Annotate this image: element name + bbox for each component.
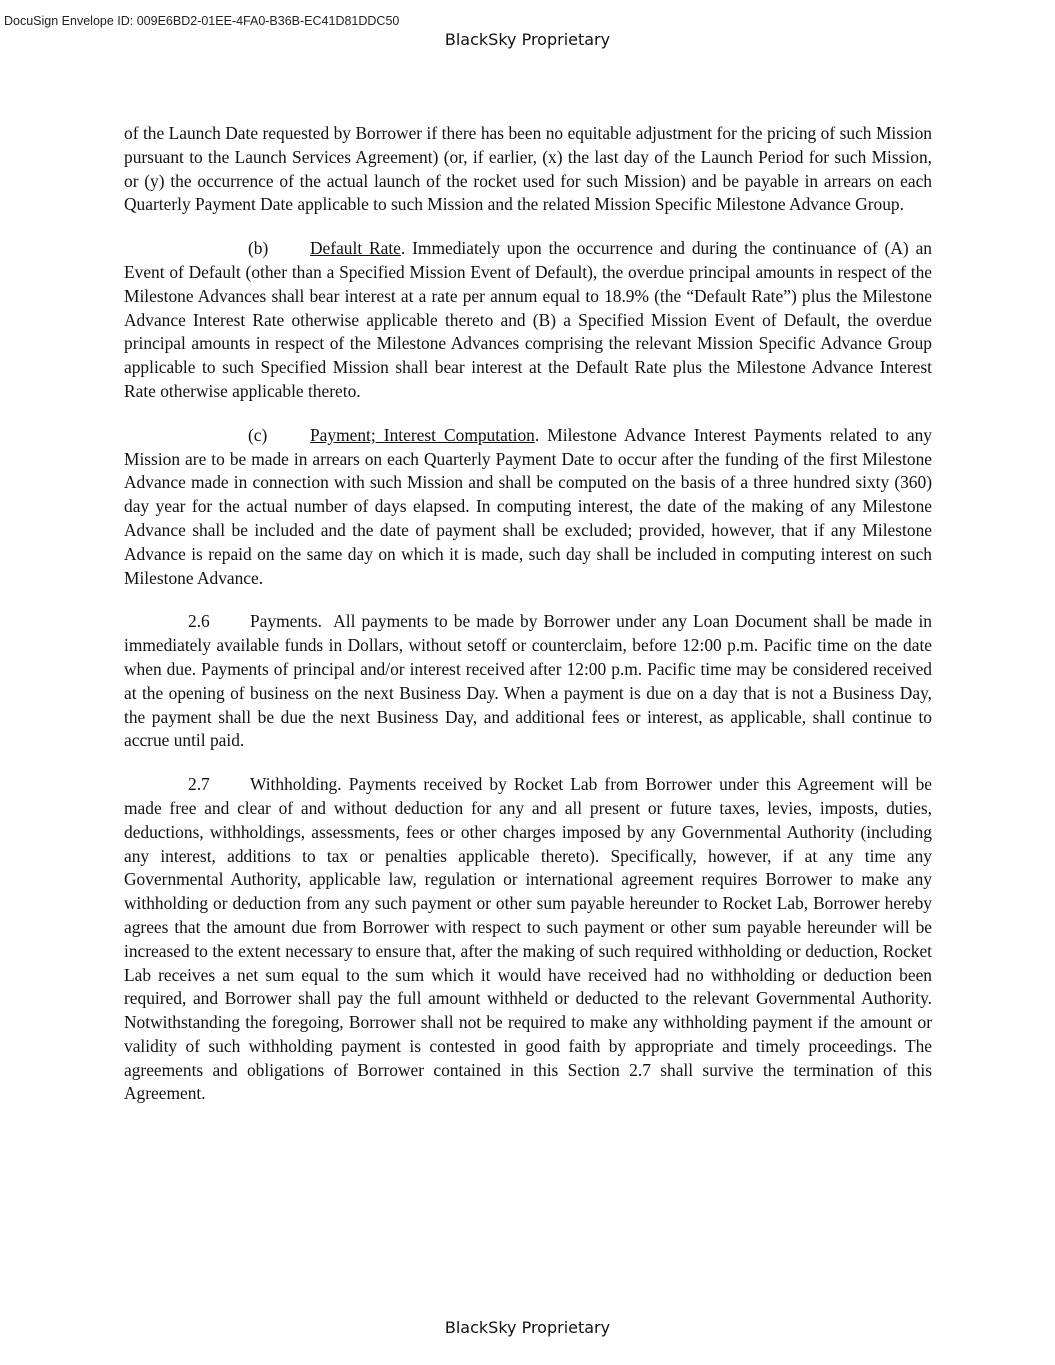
section-title: Withholding. xyxy=(250,774,342,795)
section-number: 2.6 xyxy=(188,611,210,632)
clause-title: Payment; Interest Computation xyxy=(310,424,535,445)
paragraph-b-default-rate xyxy=(124,237,932,404)
section-text: All payments to be made by Borrower under any Loan Document shall be made in immediately available funds in Dollars, without setoff or counterclaim, before 12:00 p.m. Pacific time on the date when due. Payments of principal and/or interest received after 12:00 p.m. Pacific time may be considered received at the opening of business on the next Business Day. When a payment is due on a day that is not a Business Day, the payment shall be due the next Business Day, and additional fees or interest, as applicable, shall continue to accrue until paid. xyxy=(124,611,932,751)
paragraph-c-payment-interest xyxy=(124,424,932,591)
section-2-7-withholding xyxy=(124,773,932,1106)
section-number: 2.7 xyxy=(188,774,210,795)
page-header: BlackSky Proprietary xyxy=(444,30,611,49)
clause-text: . Milestone Advance Interest Payments related to any Mission are to be made in arrears on each Quarterly Payment Date to occur after the funding of the first Milestone Advance made in connection with such Mission and shall be computed on the basis of a three hundred sixty (360) day year for the actual number of days elapsed. In computing interest, the date of the making of any Milestone Advance shall be included and the date of payment shall be excluded; provided, however, that if any Milestone Advance is repaid on the same day on which it is made, such day shall be included in computing interest on such Milestone Advance. xyxy=(124,424,932,588)
document-body xyxy=(124,122,932,1126)
docusign-envelope-id: DocuSign Envelope ID: 009E6BD2-01EE-4FA0-B36B-EC41D81DDC50 xyxy=(4,14,400,28)
clause-text: . Immediately upon the occurrence and during the continuance of (A) an Event of Default (other than a Specified Mission Event of Default), the overdue principal amounts in respect of the Milestone Advances shall bear interest at a rate per annum equal to 18.9% (the “Default Rate”) plus the Milestone Advance Interest Rate otherwise applicable thereto and (B) a Specified Mission Event of Default, the overdue principal amounts in respect of the Milestone Advances comprising the relevant Mission Specific Advance Group applicable to such Specified Mission shall bear interest at the Default Rate plus the Milestone Advance Interest Rate otherwise applicable thereto. xyxy=(124,238,932,401)
page-footer: BlackSky Proprietary xyxy=(444,1318,611,1337)
section-title: Payments. xyxy=(250,611,322,632)
clause-label: (c) xyxy=(248,424,268,445)
section-text: Payments received by Rocket Lab from Borrower under this Agreement will be made free and clear of and without deduction for any and all present or future taxes, levies, imposts, duties, deductions, withholdings, assessments, fees or other charges imposed by any Governmental Authority (including any interest, additions to tax or penalties applicable thereto). Specifically, however, if at any time any Governmental Authority, applicable law, regulation or international agreement requires Borrower to make any withholding or deduction from any such payment or other sum payable hereunder to Rocket Lab, Borrower hereby agrees that the amount due from Borrower with respect to such payment or other sum payable hereunder will be increased to the extent necessary to ensure that, after the making of such required withholding or deduction, Rocket Lab receives a net sum equal to the sum which it would have received had no withholding or deduction been required, and Borrower shall pay the full amount withheld or deducted to the relevant Governmental Authority. Notwithstanding the foregoing, Borrower shall not be required to make any withholding payment if the amount or validity of such withholding payment is contested in good faith by appropriate and timely proceedings. The agreements and obligations of Borrower contained in this Section 2.7 shall survive the termination of this Agreement. xyxy=(124,774,932,1104)
clause-title: Default Rate xyxy=(310,238,401,259)
section-2-6-payments xyxy=(124,610,932,753)
clause-label: (b) xyxy=(248,238,269,259)
paragraph-continuation: of the Launch Date requested by Borrower if there has been no equitable adjustment for the pricing of such Mission pursuant to the Launch Services Agreement) (or, if earlier, (x) the last day of the Launch Period for such Mission, or (y) the occurrence of the actual launch of the rocket used for such Mission) and be payable in arrears on each Quarterly Payment Date applicable to such Mission and the related Mission Specific Milestone Advance Group. xyxy=(124,123,932,215)
